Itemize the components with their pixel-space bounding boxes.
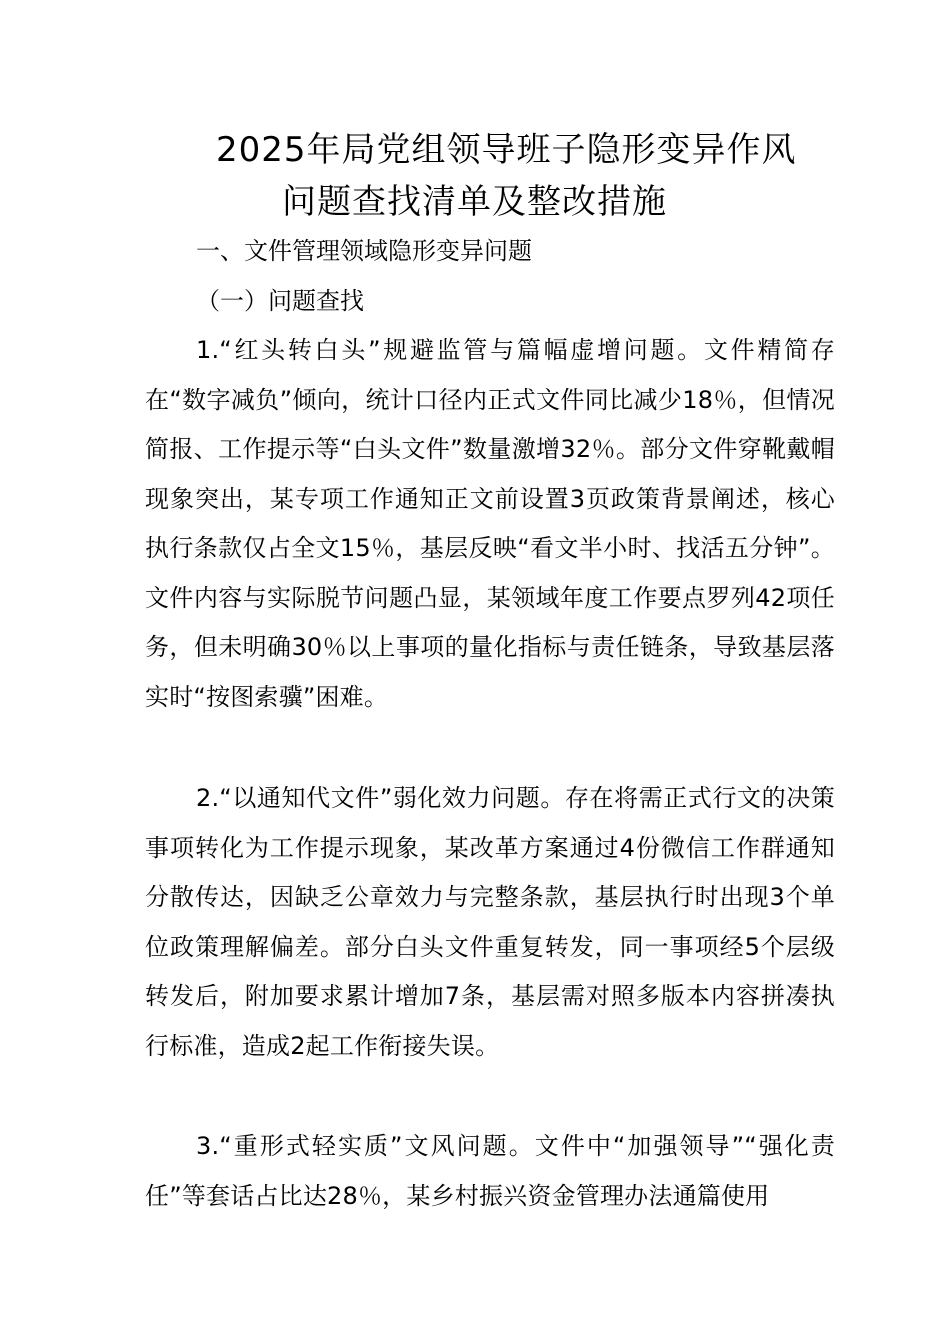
- document-title-line-1: 2025年局党组领导班子隐形变异作风: [216, 130, 797, 170]
- paragraph-3: 3.“重形式轻实质”文风问题。文件中“加强领导”“强化责任”等套话占比达28％，某乡村振兴资金管理办法通篇使用: [145, 1132, 835, 1210]
- paragraph-2: 2.“以通知代文件”弱化效力问题。存在将需正式行文的决策事项转化为工作提示现象，某改革方案通过4份微信工作群通知分散传达，因缺乏公章效力与完整条款，基层执行时出现3个单位政策理解偏差。部分白头文件重复转发，同一事项经5个层级转发后，附加要求累计增加7条，基层需对照多版本内容拼凑执行标准，造成2起工作衔接失误。: [145, 784, 835, 1060]
- subsection-heading: （一）问题查找: [196, 287, 364, 315]
- document-title-line-2: 问题查找清单及整改措施: [282, 182, 667, 222]
- paragraph-1: 1.“红头转白头”规避监管与篇幅虚增问题。文件精简存在“数字减负”倾向，统计口径内正式文件同比减少18％，但情况简报、工作提示等“白头文件”数量激增32％。部分文件穿靴戴帽现象突出，某专项工作通知正文前设置3页政策背景阐述，核心执行条款仅占全文15％，基层反映“看文半小时、找活五分钟”。文件内容与实际脱节问题凸显，某领域年度工作要点罗列42项任务，但未明确30％以上事项的量化指标与责任链条，导致基层落实时“按图索骥”困难。: [145, 336, 835, 711]
- section-heading: 一、文件管理领域隐形变异问题: [196, 237, 532, 265]
